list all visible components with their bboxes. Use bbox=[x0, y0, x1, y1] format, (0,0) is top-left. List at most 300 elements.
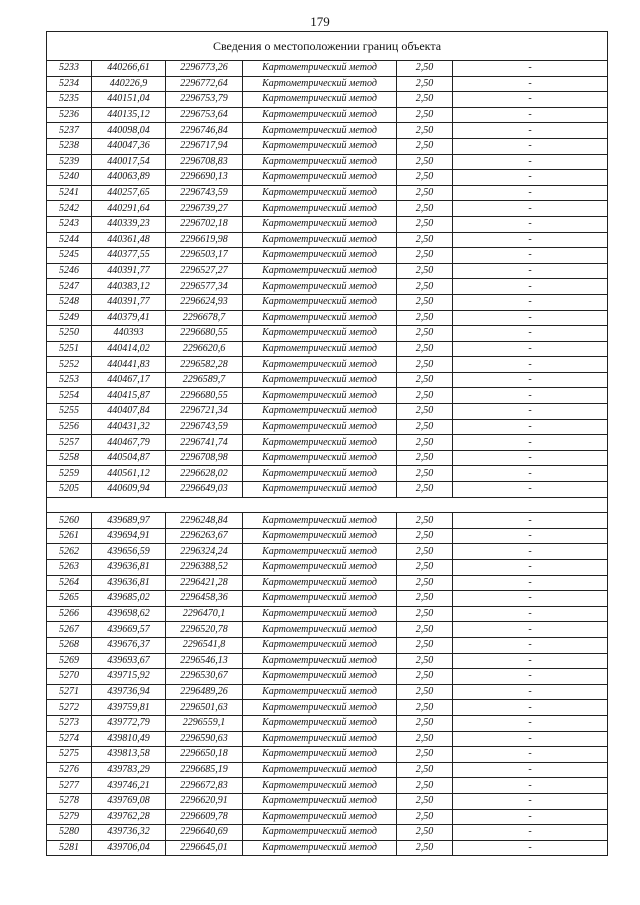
description-cell: - bbox=[453, 825, 608, 841]
method-cell: Картометрический метод bbox=[243, 560, 397, 576]
description-cell: - bbox=[453, 372, 608, 388]
y-coordinate-cell: 2296678,7 bbox=[166, 310, 243, 326]
y-coordinate-cell: 2296541,8 bbox=[166, 637, 243, 653]
method-cell: Картометрический метод bbox=[243, 185, 397, 201]
table-row bbox=[47, 840, 608, 856]
description-cell: - bbox=[453, 76, 608, 92]
method-cell: Картометрический метод bbox=[243, 435, 397, 451]
y-coordinate-cell: 2296702,18 bbox=[166, 216, 243, 232]
accuracy-cell: 2,50 bbox=[397, 466, 453, 482]
accuracy-cell: 2,50 bbox=[397, 61, 453, 77]
point-number-cell: 5280 bbox=[47, 825, 92, 841]
description-cell: - bbox=[453, 700, 608, 716]
method-cell: Картометрический метод bbox=[243, 450, 397, 466]
description-cell: - bbox=[453, 107, 608, 123]
description-cell: - bbox=[453, 809, 608, 825]
table-row bbox=[47, 232, 608, 248]
description-cell: - bbox=[453, 201, 608, 217]
accuracy-cell: 2,50 bbox=[397, 216, 453, 232]
x-coordinate-cell: 440441,83 bbox=[92, 357, 166, 373]
point-number-cell: 5247 bbox=[47, 279, 92, 295]
table-row bbox=[47, 326, 608, 342]
point-number-cell: 5257 bbox=[47, 435, 92, 451]
accuracy-cell: 2,50 bbox=[397, 341, 453, 357]
accuracy-cell: 2,50 bbox=[397, 731, 453, 747]
method-cell: Картометрический метод bbox=[243, 294, 397, 310]
y-coordinate-cell: 2296645,01 bbox=[166, 840, 243, 856]
table-row bbox=[47, 170, 608, 186]
x-coordinate-cell: 439769,08 bbox=[92, 793, 166, 809]
x-coordinate-cell: 439685,02 bbox=[92, 591, 166, 607]
y-coordinate-cell: 2296753,64 bbox=[166, 107, 243, 123]
description-cell: - bbox=[453, 840, 608, 856]
method-cell: Картометрический метод bbox=[243, 840, 397, 856]
method-cell: Картометрический метод bbox=[243, 279, 397, 295]
accuracy-cell: 2,50 bbox=[397, 700, 453, 716]
accuracy-cell: 2,50 bbox=[397, 372, 453, 388]
y-coordinate-cell: 2296489,26 bbox=[166, 684, 243, 700]
table-row bbox=[47, 637, 608, 653]
accuracy-cell: 2,50 bbox=[397, 809, 453, 825]
x-coordinate-cell: 439813,58 bbox=[92, 747, 166, 763]
y-coordinate-cell: 2296559,1 bbox=[166, 715, 243, 731]
method-cell: Картометрический метод bbox=[243, 715, 397, 731]
x-coordinate-cell: 439669,57 bbox=[92, 622, 166, 638]
y-coordinate-cell: 2296582,28 bbox=[166, 357, 243, 373]
table-row bbox=[47, 591, 608, 607]
table-row bbox=[47, 482, 608, 498]
description-cell: - bbox=[453, 606, 608, 622]
accuracy-cell: 2,50 bbox=[397, 232, 453, 248]
point-number-cell: 5240 bbox=[47, 170, 92, 186]
table-row bbox=[47, 107, 608, 123]
description-cell: - bbox=[453, 793, 608, 809]
x-coordinate-cell: 439810,49 bbox=[92, 731, 166, 747]
y-coordinate-cell: 2296470,1 bbox=[166, 606, 243, 622]
point-number-cell: 5277 bbox=[47, 778, 92, 794]
x-coordinate-cell: 440467,17 bbox=[92, 372, 166, 388]
description-cell: - bbox=[453, 560, 608, 576]
x-coordinate-cell: 439783,29 bbox=[92, 762, 166, 778]
point-number-cell: 5271 bbox=[47, 684, 92, 700]
table-row bbox=[47, 700, 608, 716]
accuracy-cell: 2,50 bbox=[397, 622, 453, 638]
accuracy-cell: 2,50 bbox=[397, 357, 453, 373]
accuracy-cell: 2,50 bbox=[397, 107, 453, 123]
table-row bbox=[47, 466, 608, 482]
x-coordinate-cell: 440415,87 bbox=[92, 388, 166, 404]
table-row bbox=[47, 123, 608, 139]
table-title: Сведения о местоположении границ объекта bbox=[47, 32, 608, 61]
point-number-cell: 5272 bbox=[47, 700, 92, 716]
description-cell: - bbox=[453, 450, 608, 466]
point-number-cell: 5238 bbox=[47, 138, 92, 154]
y-coordinate-cell: 2296708,83 bbox=[166, 154, 243, 170]
accuracy-cell: 2,50 bbox=[397, 92, 453, 108]
description-cell: - bbox=[453, 747, 608, 763]
point-number-cell: 5235 bbox=[47, 92, 92, 108]
table-row bbox=[47, 528, 608, 544]
table-row bbox=[47, 435, 608, 451]
separator-cell bbox=[47, 497, 608, 513]
accuracy-cell: 2,50 bbox=[397, 653, 453, 669]
description-cell: - bbox=[453, 482, 608, 498]
point-number-cell: 5234 bbox=[47, 76, 92, 92]
method-cell: Картометрический метод bbox=[243, 419, 397, 435]
accuracy-cell: 2,50 bbox=[397, 575, 453, 591]
method-cell: Картометрический метод bbox=[243, 248, 397, 264]
table-row bbox=[47, 92, 608, 108]
table-row bbox=[47, 341, 608, 357]
point-number-cell: 5243 bbox=[47, 216, 92, 232]
table-row bbox=[47, 201, 608, 217]
point-number-cell: 5205 bbox=[47, 482, 92, 498]
y-coordinate-cell: 2296649,03 bbox=[166, 482, 243, 498]
method-cell: Картометрический метод bbox=[243, 528, 397, 544]
description-cell: - bbox=[453, 138, 608, 154]
x-coordinate-cell: 439636,81 bbox=[92, 560, 166, 576]
x-coordinate-cell: 440393 bbox=[92, 326, 166, 342]
accuracy-cell: 2,50 bbox=[397, 450, 453, 466]
accuracy-cell: 2,50 bbox=[397, 185, 453, 201]
y-coordinate-cell: 2296743,59 bbox=[166, 185, 243, 201]
description-cell: - bbox=[453, 762, 608, 778]
x-coordinate-cell: 440291,64 bbox=[92, 201, 166, 217]
description-cell: - bbox=[453, 61, 608, 77]
table-row bbox=[47, 388, 608, 404]
table-row bbox=[47, 372, 608, 388]
point-number-cell: 5281 bbox=[47, 840, 92, 856]
method-cell: Картометрический метод bbox=[243, 762, 397, 778]
method-cell: Картометрический метод bbox=[243, 92, 397, 108]
table-row bbox=[47, 778, 608, 794]
table-row bbox=[47, 279, 608, 295]
accuracy-cell: 2,50 bbox=[397, 482, 453, 498]
y-coordinate-cell: 2296772,64 bbox=[166, 76, 243, 92]
table-row bbox=[47, 248, 608, 264]
point-number-cell: 5268 bbox=[47, 637, 92, 653]
accuracy-cell: 2,50 bbox=[397, 778, 453, 794]
x-coordinate-cell: 440151,04 bbox=[92, 92, 166, 108]
accuracy-cell: 2,50 bbox=[397, 715, 453, 731]
y-coordinate-cell: 2296620,6 bbox=[166, 341, 243, 357]
x-coordinate-cell: 440391,77 bbox=[92, 263, 166, 279]
table-row bbox=[47, 684, 608, 700]
point-number-cell: 5255 bbox=[47, 404, 92, 420]
method-cell: Картометрический метод bbox=[243, 544, 397, 560]
method-cell: Картометрический метод bbox=[243, 747, 397, 763]
method-cell: Картометрический метод bbox=[243, 669, 397, 685]
description-cell: - bbox=[453, 341, 608, 357]
method-cell: Картометрический метод bbox=[243, 606, 397, 622]
table-row bbox=[47, 513, 608, 529]
table-row bbox=[47, 809, 608, 825]
y-coordinate-cell: 2296721,34 bbox=[166, 404, 243, 420]
table-row bbox=[47, 825, 608, 841]
table-row bbox=[47, 622, 608, 638]
method-cell: Картометрический метод bbox=[243, 310, 397, 326]
table-title-row bbox=[47, 32, 608, 61]
point-number-cell: 5273 bbox=[47, 715, 92, 731]
method-cell: Картометрический метод bbox=[243, 513, 397, 529]
description-cell: - bbox=[453, 622, 608, 638]
description-cell: - bbox=[453, 294, 608, 310]
x-coordinate-cell: 440098,04 bbox=[92, 123, 166, 139]
method-cell: Картометрический метод bbox=[243, 263, 397, 279]
description-cell: - bbox=[453, 388, 608, 404]
y-coordinate-cell: 2296501,63 bbox=[166, 700, 243, 716]
point-number-cell: 5266 bbox=[47, 606, 92, 622]
y-coordinate-cell: 2296717,94 bbox=[166, 138, 243, 154]
y-coordinate-cell: 2296609,78 bbox=[166, 809, 243, 825]
x-coordinate-cell: 439689,97 bbox=[92, 513, 166, 529]
accuracy-cell: 2,50 bbox=[397, 435, 453, 451]
table-row bbox=[47, 185, 608, 201]
x-coordinate-cell: 440257,65 bbox=[92, 185, 166, 201]
point-number-cell: 5236 bbox=[47, 107, 92, 123]
accuracy-cell: 2,50 bbox=[397, 310, 453, 326]
description-cell: - bbox=[453, 684, 608, 700]
accuracy-cell: 2,50 bbox=[397, 591, 453, 607]
method-cell: Картометрический метод bbox=[243, 637, 397, 653]
point-number-cell: 5250 bbox=[47, 326, 92, 342]
accuracy-cell: 2,50 bbox=[397, 762, 453, 778]
point-number-cell: 5275 bbox=[47, 747, 92, 763]
y-coordinate-cell: 2296620,91 bbox=[166, 793, 243, 809]
x-coordinate-cell: 439694,91 bbox=[92, 528, 166, 544]
point-number-cell: 5244 bbox=[47, 232, 92, 248]
point-number-cell: 5251 bbox=[47, 341, 92, 357]
y-coordinate-cell: 2296672,83 bbox=[166, 778, 243, 794]
description-cell: - bbox=[453, 216, 608, 232]
accuracy-cell: 2,50 bbox=[397, 825, 453, 841]
point-number-cell: 5254 bbox=[47, 388, 92, 404]
table-row bbox=[47, 216, 608, 232]
description-cell: - bbox=[453, 248, 608, 264]
y-coordinate-cell: 2296458,36 bbox=[166, 591, 243, 607]
table-row bbox=[47, 357, 608, 373]
description-cell: - bbox=[453, 154, 608, 170]
description-cell: - bbox=[453, 123, 608, 139]
accuracy-cell: 2,50 bbox=[397, 248, 453, 264]
method-cell: Картометрический метод bbox=[243, 575, 397, 591]
method-cell: Картометрический метод bbox=[243, 372, 397, 388]
description-cell: - bbox=[453, 544, 608, 560]
y-coordinate-cell: 2296619,98 bbox=[166, 232, 243, 248]
y-coordinate-cell: 2296263,67 bbox=[166, 528, 243, 544]
description-cell: - bbox=[453, 185, 608, 201]
table-row bbox=[47, 544, 608, 560]
method-cell: Картометрический метод bbox=[243, 809, 397, 825]
coordinates-table bbox=[46, 31, 608, 856]
x-coordinate-cell: 439698,62 bbox=[92, 606, 166, 622]
x-coordinate-cell: 440361,48 bbox=[92, 232, 166, 248]
point-number-cell: 5249 bbox=[47, 310, 92, 326]
description-cell: - bbox=[453, 279, 608, 295]
point-number-cell: 5256 bbox=[47, 419, 92, 435]
method-cell: Картометрический метод bbox=[243, 404, 397, 420]
table-row bbox=[47, 404, 608, 420]
description-cell: - bbox=[453, 170, 608, 186]
accuracy-cell: 2,50 bbox=[397, 840, 453, 856]
table-row bbox=[47, 606, 608, 622]
x-coordinate-cell: 440504,87 bbox=[92, 450, 166, 466]
method-cell: Картометрический метод bbox=[243, 232, 397, 248]
x-coordinate-cell: 439693,67 bbox=[92, 653, 166, 669]
table-row bbox=[47, 715, 608, 731]
separator-row bbox=[47, 497, 608, 513]
table-row bbox=[47, 653, 608, 669]
accuracy-cell: 2,50 bbox=[397, 388, 453, 404]
x-coordinate-cell: 440377,55 bbox=[92, 248, 166, 264]
description-cell: - bbox=[453, 591, 608, 607]
x-coordinate-cell: 440431,32 bbox=[92, 419, 166, 435]
table-row bbox=[47, 450, 608, 466]
accuracy-cell: 2,50 bbox=[397, 669, 453, 685]
description-cell: - bbox=[453, 715, 608, 731]
method-cell: Картометрический метод bbox=[243, 825, 397, 841]
x-coordinate-cell: 439746,21 bbox=[92, 778, 166, 794]
description-cell: - bbox=[453, 263, 608, 279]
point-number-cell: 5237 bbox=[47, 123, 92, 139]
y-coordinate-cell: 2296589,7 bbox=[166, 372, 243, 388]
y-coordinate-cell: 2296690,13 bbox=[166, 170, 243, 186]
accuracy-cell: 2,50 bbox=[397, 404, 453, 420]
table-row bbox=[47, 61, 608, 77]
y-coordinate-cell: 2296324,24 bbox=[166, 544, 243, 560]
point-number-cell: 5239 bbox=[47, 154, 92, 170]
description-cell: - bbox=[453, 310, 608, 326]
y-coordinate-cell: 2296685,19 bbox=[166, 762, 243, 778]
method-cell: Картометрический метод bbox=[243, 700, 397, 716]
accuracy-cell: 2,50 bbox=[397, 154, 453, 170]
point-number-cell: 5246 bbox=[47, 263, 92, 279]
point-number-cell: 5274 bbox=[47, 731, 92, 747]
accuracy-cell: 2,50 bbox=[397, 637, 453, 653]
y-coordinate-cell: 2296628,02 bbox=[166, 466, 243, 482]
description-cell: - bbox=[453, 669, 608, 685]
accuracy-cell: 2,50 bbox=[397, 76, 453, 92]
point-number-cell: 5252 bbox=[47, 357, 92, 373]
method-cell: Картометрический метод bbox=[243, 731, 397, 747]
x-coordinate-cell: 440407,84 bbox=[92, 404, 166, 420]
method-cell: Картометрический метод bbox=[243, 466, 397, 482]
description-cell: - bbox=[453, 357, 608, 373]
x-coordinate-cell: 439736,32 bbox=[92, 825, 166, 841]
x-coordinate-cell: 439759,81 bbox=[92, 700, 166, 716]
accuracy-cell: 2,50 bbox=[397, 684, 453, 700]
accuracy-cell: 2,50 bbox=[397, 560, 453, 576]
page-number: 179 bbox=[310, 14, 330, 29]
y-coordinate-cell: 2296773,26 bbox=[166, 61, 243, 77]
accuracy-cell: 2,50 bbox=[397, 201, 453, 217]
table-row bbox=[47, 76, 608, 92]
y-coordinate-cell: 2296388,52 bbox=[166, 560, 243, 576]
y-coordinate-cell: 2296746,84 bbox=[166, 123, 243, 139]
point-number-cell: 5276 bbox=[47, 762, 92, 778]
accuracy-cell: 2,50 bbox=[397, 793, 453, 809]
method-cell: Картометрический метод bbox=[243, 123, 397, 139]
point-number-cell: 5242 bbox=[47, 201, 92, 217]
description-cell: - bbox=[453, 653, 608, 669]
accuracy-cell: 2,50 bbox=[397, 279, 453, 295]
accuracy-cell: 2,50 bbox=[397, 747, 453, 763]
method-cell: Картометрический метод bbox=[243, 622, 397, 638]
description-cell: - bbox=[453, 575, 608, 591]
method-cell: Картометрический метод bbox=[243, 482, 397, 498]
method-cell: Картометрический метод bbox=[243, 138, 397, 154]
x-coordinate-cell: 439736,94 bbox=[92, 684, 166, 700]
point-number-cell: 5263 bbox=[47, 560, 92, 576]
y-coordinate-cell: 2296680,55 bbox=[166, 326, 243, 342]
method-cell: Картометрический метод bbox=[243, 326, 397, 342]
table-row bbox=[47, 762, 608, 778]
description-cell: - bbox=[453, 435, 608, 451]
method-cell: Картометрический метод bbox=[243, 388, 397, 404]
point-number-cell: 5264 bbox=[47, 575, 92, 591]
x-coordinate-cell: 440609,94 bbox=[92, 482, 166, 498]
x-coordinate-cell: 440383,12 bbox=[92, 279, 166, 295]
table-row bbox=[47, 669, 608, 685]
y-coordinate-cell: 2296248,84 bbox=[166, 513, 243, 529]
point-number-cell: 5253 bbox=[47, 372, 92, 388]
point-number-cell: 5278 bbox=[47, 793, 92, 809]
accuracy-cell: 2,50 bbox=[397, 419, 453, 435]
y-coordinate-cell: 2296650,18 bbox=[166, 747, 243, 763]
point-number-cell: 5245 bbox=[47, 248, 92, 264]
x-coordinate-cell: 440266,61 bbox=[92, 61, 166, 77]
table-row bbox=[47, 294, 608, 310]
x-coordinate-cell: 439706,04 bbox=[92, 840, 166, 856]
description-cell: - bbox=[453, 637, 608, 653]
point-number-cell: 5258 bbox=[47, 450, 92, 466]
accuracy-cell: 2,50 bbox=[397, 170, 453, 186]
y-coordinate-cell: 2296546,13 bbox=[166, 653, 243, 669]
x-coordinate-cell: 439636,81 bbox=[92, 575, 166, 591]
accuracy-cell: 2,50 bbox=[397, 606, 453, 622]
method-cell: Картометрический метод bbox=[243, 201, 397, 217]
point-number-cell: 5270 bbox=[47, 669, 92, 685]
y-coordinate-cell: 2296530,67 bbox=[166, 669, 243, 685]
accuracy-cell: 2,50 bbox=[397, 326, 453, 342]
description-cell: - bbox=[453, 419, 608, 435]
x-coordinate-cell: 440379,41 bbox=[92, 310, 166, 326]
y-coordinate-cell: 2296527,27 bbox=[166, 263, 243, 279]
point-number-cell: 5248 bbox=[47, 294, 92, 310]
point-number-cell: 5262 bbox=[47, 544, 92, 560]
point-number-cell: 5269 bbox=[47, 653, 92, 669]
x-coordinate-cell: 440467,79 bbox=[92, 435, 166, 451]
y-coordinate-cell: 2296520,78 bbox=[166, 622, 243, 638]
table-row bbox=[47, 419, 608, 435]
y-coordinate-cell: 2296708,98 bbox=[166, 450, 243, 466]
table-row bbox=[47, 560, 608, 576]
method-cell: Картометрический метод bbox=[243, 591, 397, 607]
accuracy-cell: 2,50 bbox=[397, 294, 453, 310]
x-coordinate-cell: 440063,89 bbox=[92, 170, 166, 186]
description-cell: - bbox=[453, 528, 608, 544]
x-coordinate-cell: 440135,12 bbox=[92, 107, 166, 123]
point-number-cell: 5260 bbox=[47, 513, 92, 529]
x-coordinate-cell: 439715,92 bbox=[92, 669, 166, 685]
point-number-cell: 5261 bbox=[47, 528, 92, 544]
x-coordinate-cell: 439762,28 bbox=[92, 809, 166, 825]
x-coordinate-cell: 440414,02 bbox=[92, 341, 166, 357]
x-coordinate-cell: 439772,79 bbox=[92, 715, 166, 731]
accuracy-cell: 2,50 bbox=[397, 263, 453, 279]
method-cell: Картометрический метод bbox=[243, 216, 397, 232]
x-coordinate-cell: 440047,36 bbox=[92, 138, 166, 154]
